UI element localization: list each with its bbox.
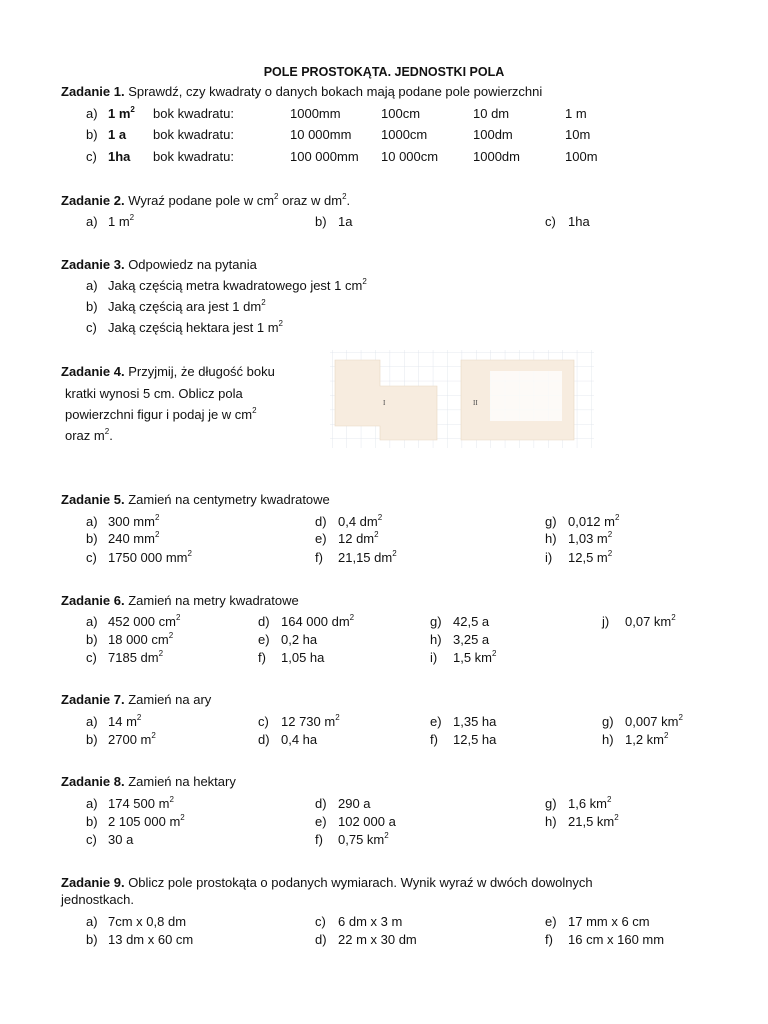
- item-letter: g): [545, 796, 557, 811]
- task-7-item: 0,4 ha: [281, 732, 318, 747]
- item-letter: f): [430, 732, 438, 747]
- page-title: POLE PROSTOKĄTA. JEDNOSTKI POLA: [263, 65, 505, 79]
- item-letter: c): [545, 214, 556, 229]
- item-letter: j): [602, 614, 610, 629]
- item-letter: d): [258, 732, 270, 747]
- task-1-value: 100cm: [381, 106, 421, 121]
- task-8-item: 174 500 $m^2$: [108, 794, 174, 811]
- item-letter: a): [86, 278, 98, 293]
- task-8-heading: Zadanie 8. Zamień na hektary: [61, 774, 236, 789]
- task-3-question: Jaką częścią hektara jest 1 $m^2$: [108, 318, 283, 335]
- task-8-item: 30 a: [108, 832, 134, 847]
- task-1-unit: 1ha: [108, 149, 131, 164]
- item-letter: e): [545, 914, 557, 929]
- item-letter: c): [315, 914, 326, 929]
- task-9-item: 13 dm x 60 cm: [108, 932, 194, 947]
- task-5-item: 1,03 $m^2$: [568, 529, 613, 546]
- task-4-text: oraz $m^2$.: [65, 426, 113, 443]
- item-letter: b): [86, 632, 98, 647]
- item-letter: h): [430, 632, 442, 647]
- item-letter: c): [258, 714, 269, 729]
- figure-one-label: I: [383, 399, 386, 407]
- task-1-value: 1 m: [565, 106, 587, 121]
- task-6-item: 164 000 $dm^2$: [281, 612, 355, 629]
- item-letter: e): [315, 531, 327, 546]
- task-5-item: 0,012 $m^2$: [568, 512, 620, 529]
- item-letter: a): [86, 614, 98, 629]
- task-9-text: jednostkach.: [61, 892, 134, 907]
- item-letter: f): [315, 550, 323, 565]
- item-letter: d): [258, 614, 270, 629]
- item-letter: e): [258, 632, 270, 647]
- task-4-text: kratki wynosi 5 cm. Oblicz pola: [65, 386, 243, 401]
- task-2-item: 1a: [338, 214, 353, 229]
- task-7-item: 1,35 ha: [453, 714, 497, 729]
- item-letter: g): [602, 714, 614, 729]
- item-letter: f): [315, 832, 323, 847]
- task-1-unit: 1 a: [108, 127, 127, 142]
- task-4-heading: Zadanie 4. Przyjmij, że długość boku: [61, 364, 275, 379]
- task-5-item: 0,4 $dm^2$: [338, 512, 383, 529]
- task-1-value: 1000cm: [381, 127, 428, 142]
- task-2-item: 1ha: [568, 214, 590, 229]
- task-3-question: Jaką częścią ara jest 1 $dm^2$: [108, 297, 266, 314]
- task-1-value: 1000dm: [473, 149, 520, 164]
- task-6-item: 18 000 $cm^2$: [108, 630, 174, 647]
- task-8-item: 290 a: [338, 796, 371, 811]
- task-9-item: 17 mm x 6 cm: [568, 914, 650, 929]
- task-7-item: 1,2 $km^2$: [625, 730, 669, 747]
- item-letter: b): [86, 932, 98, 947]
- task-6-item: 0,2 ha: [281, 632, 318, 647]
- item-letter: c): [86, 650, 97, 665]
- task-1-side-label: bok kwadratu:: [153, 106, 234, 121]
- task-8-item: 2 105 000 $m^2$: [108, 812, 185, 829]
- item-letter: b): [86, 732, 98, 747]
- item-letter: f): [545, 932, 553, 947]
- task-9-item: 22 m x 30 dm: [338, 932, 417, 947]
- task-5-item: 12,5 $m^2$: [568, 548, 613, 565]
- task-9-item: 6 dm x 3 m: [338, 914, 403, 929]
- item-letter: a): [86, 106, 98, 121]
- figure-two-hole: [490, 371, 562, 421]
- task-6-item: 7185 $dm^2$: [108, 648, 164, 665]
- item-letter: e): [315, 814, 327, 829]
- task-2-heading: Zadanie 2. Wyraź podane pole w $cm^2$ oraz w $dm^2$.: [61, 191, 351, 208]
- item-letter: b): [86, 814, 98, 829]
- task-6-item: 42,5 a: [453, 614, 490, 629]
- task-5-item: 1750 000 $mm^2$: [108, 548, 192, 565]
- item-letter: i): [430, 650, 438, 665]
- task-7-item: 2700 $m^2$: [108, 730, 156, 747]
- item-letter: b): [86, 127, 98, 142]
- task-8-item: 102 000 a: [338, 814, 396, 829]
- task-1-value: 10 000cm: [381, 149, 439, 164]
- item-letter: h): [602, 732, 614, 747]
- task-9-heading: Zadanie 9. Oblicz pole prostokąta o podanych wymiarach. Wynik wyraź w dwóch dowolnych: [61, 875, 593, 890]
- item-letter: f): [258, 650, 266, 665]
- item-letter: h): [545, 814, 557, 829]
- task-6-item: 1,05 ha: [281, 650, 325, 665]
- item-letter: a): [86, 214, 98, 229]
- task-5-item: 240 $mm^2$: [108, 529, 160, 546]
- task-7-item: 0,007 $km^2$: [625, 712, 683, 729]
- task-4-text: powierzchni figur i podaj je w $cm^2$: [65, 405, 257, 422]
- item-letter: b): [86, 531, 98, 546]
- task-1-unit: 1 $m^2$: [108, 104, 135, 121]
- item-letter: d): [315, 796, 327, 811]
- task-6-item: 0,07 $km^2$: [625, 612, 676, 629]
- task-9-item: 16 cm x 160 mm: [568, 932, 665, 947]
- item-letter: c): [86, 149, 97, 164]
- task-1-value: 10m: [565, 127, 591, 142]
- item-letter: a): [86, 796, 98, 811]
- task-5-heading: Zadanie 5. Zamień na centymetry kwadratowe: [61, 492, 330, 507]
- task-3-question: Jaką częścią metra kwadratowego jest 1 $cm^2$: [108, 276, 367, 293]
- task-1-side-label: bok kwadratu:: [153, 127, 234, 142]
- task-6-item: 452 000 $cm^2$: [108, 612, 181, 629]
- task-1-value: 1000mm: [290, 106, 341, 121]
- task-1-heading: Zadanie 1. Sprawdź, czy kwadraty o danych bokach mają podane pole powierzchni: [61, 84, 543, 99]
- task-8-item: 0,75 $km^2$: [338, 830, 389, 847]
- item-letter: d): [315, 932, 327, 947]
- item-letter: b): [86, 299, 98, 314]
- task-1-value: 100m: [565, 149, 598, 164]
- item-letter: h): [545, 531, 557, 546]
- item-letter: d): [315, 514, 327, 529]
- task-3-heading: Zadanie 3. Odpowiedz na pytania: [61, 257, 257, 272]
- task-1-value: 100 000mm: [290, 149, 359, 164]
- item-letter: g): [545, 514, 557, 529]
- task-1-value: 100dm: [473, 127, 513, 142]
- task-6-heading: Zadanie 6. Zamień na metry kwadratowe: [61, 593, 299, 608]
- item-letter: a): [86, 914, 98, 929]
- task-2-item: 1 $m^2$: [108, 212, 135, 229]
- task-8-item: 1,6 $km^2$: [568, 794, 612, 811]
- task-1-value: 10 000mm: [290, 127, 352, 142]
- task-6-item: 1,5 $km^2$: [453, 648, 497, 665]
- task-1-side-label: bok kwadratu:: [153, 149, 234, 164]
- task-8-item: 21,5 $km^2$: [568, 812, 619, 829]
- grid-figure: [330, 350, 594, 448]
- task-1-value: 10 dm: [473, 106, 510, 121]
- task-7-heading: Zadanie 7. Zamień na ary: [61, 692, 212, 707]
- item-letter: c): [86, 320, 97, 335]
- task-7-item: 12 730 $m^2$: [281, 712, 340, 729]
- item-letter: a): [86, 714, 98, 729]
- item-letter: c): [86, 550, 97, 565]
- task-6-item: 3,25 a: [453, 632, 490, 647]
- item-letter: a): [86, 514, 98, 529]
- item-letter: i): [545, 550, 553, 565]
- item-letter: c): [86, 832, 97, 847]
- task-7-item: 12,5 ha: [453, 732, 497, 747]
- figure-two-label: II: [473, 399, 478, 407]
- task-5-item: 21,15 $dm^2$: [338, 548, 397, 565]
- item-letter: e): [430, 714, 442, 729]
- task-9-item: 7cm x 0,8 dm: [108, 914, 187, 929]
- item-letter: g): [430, 614, 442, 629]
- task-5-item: 12 $dm^2$: [338, 529, 379, 546]
- task-5-item: 300 $mm^2$: [108, 512, 160, 529]
- task-7-item: 14 $m^2$: [108, 712, 142, 729]
- item-letter: b): [315, 214, 327, 229]
